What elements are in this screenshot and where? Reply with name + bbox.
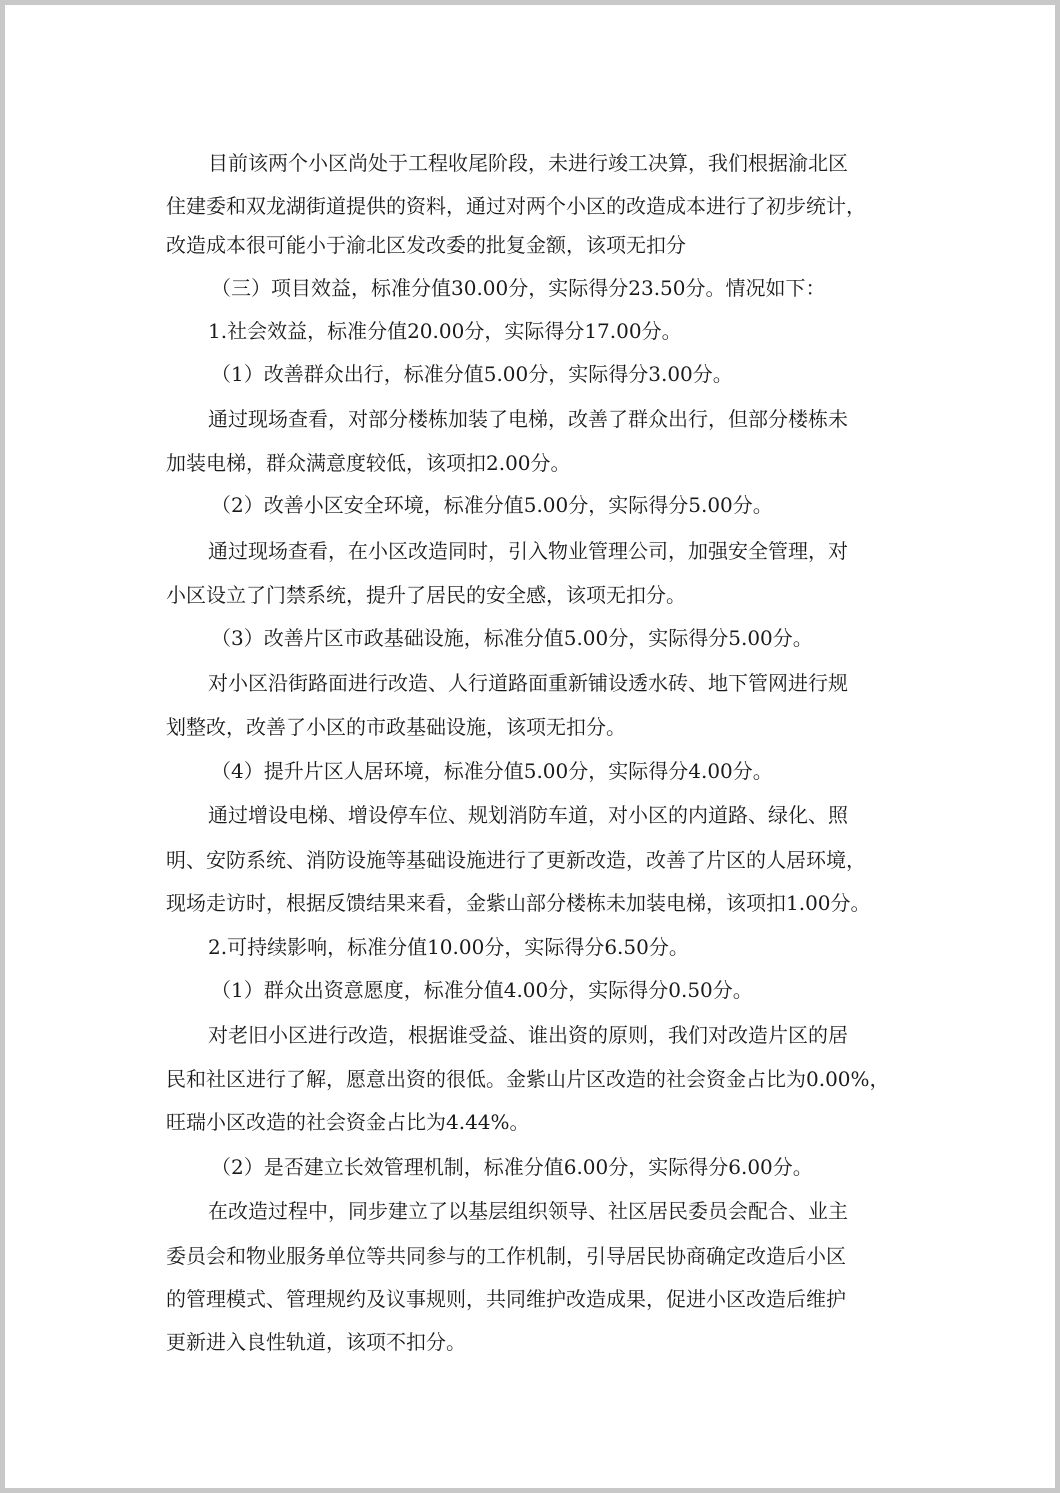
text-line: （3）改善片区市政基础设施，标准分值5.00分，实际得分5.00分。 <box>211 626 813 650</box>
text-line: 1.社会效益，标准分值20.00分，实际得分17.00分。 <box>208 319 682 343</box>
text-line: 明、安防系统、消防设施等基础设施进行了更新改造，改善了片区的人居环境， <box>166 848 866 872</box>
text-line: （1）改善群众出行，标准分值5.00分，实际得分3.00分。 <box>211 362 733 386</box>
text-line: 民和社区进行了解，愿意出资的很低。金紫山片区改造的社会资金占比为0.00%， <box>166 1067 890 1091</box>
document-page <box>5 5 1055 1488</box>
text-line: 旺瑞小区改造的社会资金占比为4.44%。 <box>166 1110 530 1134</box>
text-line: （2）改善小区安全环境，标准分值5.00分，实际得分5.00分。 <box>211 493 773 517</box>
text-line: 委员会和物业服务单位等共同参与的工作机制，引导居民协商确定改造后小区 <box>166 1244 846 1268</box>
text-line: 住建委和双龙湖街道提供的资料，通过对两个小区的改造成本进行了初步统计， <box>166 194 866 218</box>
text-line: 通过现场查看，对部分楼栋加装了电梯，改善了群众出行，但部分楼栋未 <box>208 407 848 431</box>
text-line: 加装电梯，群众满意度较低，该项扣2.00分。 <box>166 451 571 475</box>
text-line: 划整改，改善了小区的市政基础设施，该项无扣分。 <box>166 715 626 739</box>
text-line: 在改造过程中，同步建立了以基层组织领导、社区居民委员会配合、业主 <box>208 1199 848 1223</box>
text-line: 的管理模式、管理规约及议事规则，共同维护改造成果，促进小区改造后维护 <box>166 1287 846 1311</box>
text-line: 改造成本很可能小于渝北区发改委的批复金额，该项无扣分 <box>166 233 686 257</box>
text-line: 现场走访时，根据反馈结果来看，金紫山部分楼栋未加装电梯，该项扣1.00分。 <box>166 891 871 915</box>
text-line: 目前该两个小区尚处于工程收尾阶段，未进行竣工决算，我们根据渝北区 <box>208 151 848 175</box>
text-line: 通过现场查看，在小区改造同时，引入物业管理公司，加强安全管理，对 <box>208 539 848 563</box>
text-line: 2.可持续影响，标准分值10.00分，实际得分6.50分。 <box>208 935 689 959</box>
text-line: （2）是否建立长效管理机制，标准分值6.00分，实际得分6.00分。 <box>211 1155 813 1179</box>
text-line: 对小区沿街路面进行改造、人行道路面重新铺设透水砖、地下管网进行规 <box>208 671 848 695</box>
text-line: 小区设立了门禁系统，提升了居民的安全感，该项无扣分。 <box>166 583 686 607</box>
text-line: （4）提升片区人居环境，标准分值5.00分，实际得分4.00分。 <box>211 759 773 783</box>
text-line: 对老旧小区进行改造，根据谁受益、谁出资的原则，我们对改造片区的居 <box>208 1023 848 1047</box>
text-line: （1）群众出资意愿度，标准分值4.00分，实际得分0.50分。 <box>211 978 753 1002</box>
text-line: （三）项目效益，标准分值30.00分，实际得分23.50分。情况如下： <box>211 276 826 300</box>
text-line: 更新进入良性轨道，该项不扣分。 <box>166 1330 466 1354</box>
text-line: 通过增设电梯、增设停车位、规划消防车道，对小区的内道路、绿化、照 <box>208 803 848 827</box>
